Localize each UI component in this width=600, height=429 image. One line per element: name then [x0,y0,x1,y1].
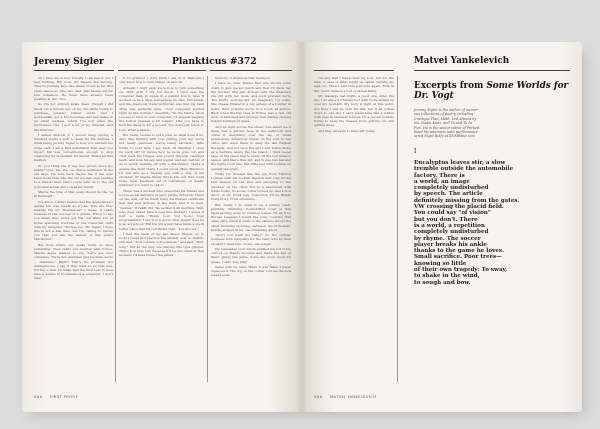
column-divider [397,76,398,382]
header-rule-5 [414,70,570,71]
header-rule-4 [314,70,394,71]
author-bio: Jeremy Sigler is the author of numer- ous collections of poetry including Crackpot Plan, Math, Led Almost by No, Nadia Kunz, and To and To In Fun. He is the senior editor of Parkett. Read his interview with performance artist Nigel Rolfe at BOMBsite.com [414,108,481,139]
left-column-2: it for granted. I don't think I can do it. Basically I only know how to turn things on and off. Actually I don't even know how to turn something on. With grift I say too much. I once saw the computer flash in Apple in a painful box to have it worked on in a shop somewhere in, like, Cincinnati, and the diagnosis there technician was that my hard drive was perfectly alive. "Your computer started right up like normal," cheerfully. "In the future, when you see to turn on your computer, I'd suggest keeping the button pressed a bit longer." Like you have to hold the thing in for a second. You don't just touch it. Ugh. What a hassle. But really, Genius is not a joke, so what does it do. Also, like fiddling with you, pulling your leg, we're not really geniuses, we're being sarcastic, little tricks, to your face, I say, back off. Whether I close my back off? Or maybe he'd be more gone out, and click back his trigger, and pound through clenched teeth, and look his jaw, and squint, and say, neither of us is worth walking off with a MacArthur. That's a genius line right there. I could shout. Man, Marlboro I'll cast him as a friendly guy with a chip on his shoulder. Or maybe finally this is the cell that could bring Andy Kaufman out of retirement, or death, whatever you want to call it. There was a student who presented his Mensa test scores as his entrance project. Janine Kolodzin. There on the wall, off he itself, hung his framed certificate that had just arrived in the mail, and it is read, "Genius." It really did. We settled it all morning. Well, who does called here a real fine student? I guess it isn't a mark. Thank you! You fools! Your programmers! I say it is a word! How stupid does he is an art school? But the kid would have made a much better place had his certificate read, "You are not." I had the back of my two fleece fingers up to Cody's chest and practice has already ever so slightly and said, "Soft colours, soft sciences," and said, "Dad, long." But as the only one playing this type gripper. That's how they left, because it'll be into them at that moment I'd have turned the jellied [119,76,204,258]
left-header-title: Plankticus #372 [172,56,257,67]
left-header-author: Jeremy Sigler [34,56,104,67]
left-column-1: Or I have me in me? Usually I can feel it, but I feel nothing. But look, my fingers are moving. They're pushing keys like Glenn Gould at his first piano lesson at, like, two. And, that seems odd for him somehow. He must have already been pushing at two. Two. So I'm not entirely brain dead. Though I did black out a minute ago on my cab while trying to purchase Jurassic lobster sushi. And I accidentally got a hot beverage and last name in an email address, which I've lost since the hurricane's rise. I lost a bit of my Internet, and the Internet. I asked Andrew if I should keep paying a hundred bucks a year to keep my file address. I think being Jeremy Sigler is how you validate me some cash. I am a first generation Mac user, you know? Me was conventional, enough to stop clustering my bookshelf. It's stored. That's all that matters. Do you think the jr key has gotten more my family? Quiz. Yes. You too. Has a wallflower in the old days. I'm sure back maybe the it has ever been more than like the old wooden sign leading to a rubber-tired man's route with its to the old porcelain actual and you as my buddy. Maybe the title of this poem should be the "ai in Denmark". You know, I didn't realize that the Apple Store's genius bar was meant as a joke. Who are they making fun of? Themselves? I mean, it really believes in the concept of a genius. Who's to say you mean they won't get the call while I'm at home watching YouTube of the Chevrolet Girls with my daughter. "Excuse me, Mr. Sigler, I hope this is not a bad time, but I'm calling to inform you that you are the winner of this year's MacArthur." But from where our geeks really do have something. They really are smarter with Volvos. Maybe Apple wanted to say, "Let's get over ourselves. We're not geniuses just because we're ... Geniuses." Right? That's the problem! It's disingenuous. I say if they want to be that way, it'll buy a Dell. I'll make Dell the New Left. It does take a genius to troubleshoot a computer. I don't take [34,76,113,281]
title-italic: Some Worlds for Dr. Vogt [414,81,569,101]
right-footer-label: MATVEI YANKELEVICH [330,395,377,399]
open-magazine [22,42,582,412]
poem-body: Eucalyptus leaves stir, a slow tremble outside the automobile factory. There is a world, an image completely undisturbed by speech. The article definitely missing from the gates. VW crossing the placid field. You could say "of vision" but you don't. There is a world, a repetition completely undisturbed by rhyme. The soccer player breaks his ankle thanks to the game he loves. Small sacrifice. Poor trees— knowing so little of their own tragedy: To sway, to shake in the wind, to sough and bow. [414,160,520,286]
right-page [302,42,582,412]
right-column-1: cut and that I had locked my lock, but not the bike. A case of what might be called 'putting my sign on.' Then I said ride a bicycle again. Rule in life: never replace a lost or stolen thing. My massage last night, a good one. After the flip. I do enjoy a Chinese foot with rocks sliding up over my footbath. My body is right at this point. Are they I will be over the hill, but it all comes down to one day. I can't stand here like a waiter with pigs in blankets forever. Or a border politely trying to keep the masses from getting out and getting away. And they all seem to have left today. [314,76,394,133]
poem-title [414,81,574,101]
section-numeral: I [414,148,417,155]
left-footer-page-number: XXX [34,395,43,399]
title-line-1: Excerpts from [414,81,484,91]
right-footer-page-number: XXX [314,395,323,399]
column-divider [115,76,116,382]
header-rule-1 [34,70,114,71]
left-footer-label: FIRST PROOF [50,395,79,399]
header-rule-3 [210,70,292,71]
left-page [22,42,302,412]
right-header-author: Matvei Yankelevich [414,56,510,66]
left-column-3: memory of whatever that feeling is. I have no idea. Maybe that she should come down to join me for lunch and that I'll show her the Pucket! She just arrived with the interview she did with her mom, and we'll pretend we're 'the pretty exciting kid' an imaginary toy scale, like cheese Chanel in a big garage of a toddler in Softs. We'll pretend we're in a booth at Jerry's. Back when the big ones at Prince was a rad, old neck of hallowed and grumpy men fishing onesies behind bulletproof glass. Anyone right across the street. She asked me if there was a garden hose in the bathroom and curse it delighting over the lap of those expensively dangerous things on the sofa in her office who were there to snag the last English Burgade. And not once the girl could follow along as a bedtime nanny the the brand, I think beget rage on the place real to spray off the lost mission leaves. And there they fell, and it was just her and the lights soon one, this little leaf with looking on against the grain. Today I'm dressed like the guy from Flatiron Lounge with his rockish lapstick and long brown hair shaved on one side and swooping to her shoulder on the other. Put in a neverwear with white hooks, no socks, collar turned up, and a bow décor in my trunk bag. Tomorrow I'll be Buddy Holly in a J. Crew ensemble. But, really, I do want to be a Johnny Cash, painfully charming, downshifted cover of that rapid-picking song by Nutmeg Lague. Or an 8 by Bureau League? I heard the song covering that same ditty. ASAP. It radio in the campus shoots the other listening morning, between the little-hunt-handle stolped in my one remaining ghost. "Don't you want me baby?" So the cellular business with sympathy for the baby who by then shouldn't want him, or me, one longer. He remember your whole entitled me out of my outrool on Mandy Account and that's the last of them. James Dat game. Some day good. Good for guess, I said. You, Jalp! Same with my bike. When it was taken I never replaced it. The cop on the corner told me the lock wasn't even [211,76,291,278]
column-divider [207,76,208,382]
header-rule-2 [118,70,206,71]
